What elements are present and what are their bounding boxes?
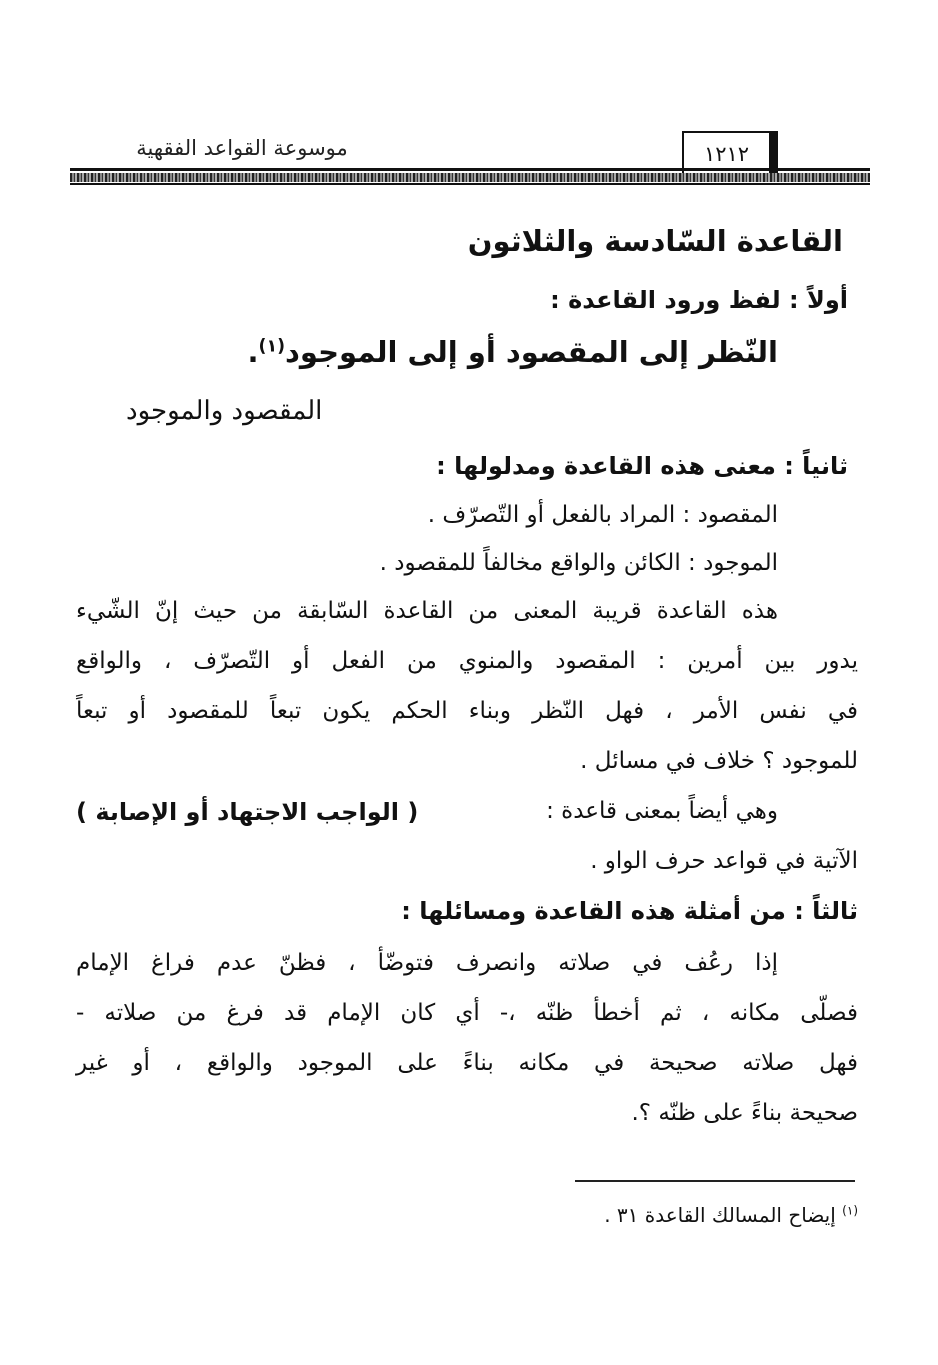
- footnote: [604, 1203, 858, 1227]
- rule-statement: النّظر إلى المقصود أو إلى الموجود$^{(١)}$.: [247, 335, 778, 369]
- header-rule-bottom: [70, 183, 870, 185]
- definition-maqsud: المقصود : المراد بالفعل أو التّصرّف .: [427, 502, 778, 528]
- header-rule-band: [70, 173, 870, 182]
- footnote-text: إيضاح المسالك القاعدة ٣١ .: [604, 1203, 836, 1227]
- related-rule-prefix: وهي أيضاً بمعنى قاعدة :: [546, 798, 778, 824]
- section-heading-examples: ثالثاً : من أمثلة هذه القاعدة ومسائلها :: [401, 897, 858, 925]
- paragraph-line: فهل صلاته صحيحة في مكانه بناءً على الموجود والواقع ، أو غير: [76, 1050, 858, 1076]
- section-heading-wording: أولاً : لفظ ورود القاعدة :: [550, 286, 848, 314]
- footnote-rule: [575, 1180, 855, 1182]
- paragraph-line: هذه القاعدة قريبة المعنى من القاعدة السّابقة من حيث إنّ الشّيء: [76, 598, 778, 624]
- page-number: ١٢١٢: [703, 142, 750, 166]
- footnote-reference[interactable]: (١): [258, 336, 286, 357]
- definition-mawjud: الموجود : الكائن والواقع مخالفاً للمقصود .: [379, 550, 778, 576]
- paragraph-line: صحيحة بناءً على ظنّه ؟.: [631, 1100, 858, 1126]
- paragraph-line: الآتية في قواعد حرف الواو .: [590, 848, 858, 874]
- paragraph-line: فصلّى مكانه ، ثم أخطأ ظنّه ،- أي كان الإمام قد فرغ من صلاته -: [76, 1000, 858, 1026]
- paragraph-line: [76, 798, 778, 826]
- rule-heading: القاعدة السّادسة والثلاثون: [467, 224, 843, 258]
- paragraph-line: للموجود ؟ خلاف في مسائل .: [580, 748, 858, 774]
- section-heading-meaning: ثانياً : معنى هذه القاعدة ومدلولها :: [436, 452, 848, 480]
- rule-statement-text: النّظر إلى المقصود أو إلى الموجود: [285, 335, 778, 369]
- related-rule-name: ( الواجب الاجتهاد أو الإصابة ): [76, 798, 419, 826]
- header-rule: [70, 168, 870, 171]
- rule-terms: المقصود والموجود: [126, 396, 323, 426]
- paragraph-line: يدور بين أمرين : المقصود والمنوي من الفعل أو التّصرّف ، والواقع: [76, 648, 858, 674]
- paragraph-line: إذا رعُف في صلاته وانصرف فتوضّأ ، فظنّ عدم فراغ الإمام: [76, 950, 778, 976]
- footnote-marker: (١): [842, 1203, 858, 1218]
- paragraph-line: في نفس الأمر ، فهل النّظر وبناء الحكم يكون تبعاً للمقصود أو تبعاً: [76, 698, 858, 724]
- running-header-title: موسوعة القواعد الفقهية: [136, 136, 348, 160]
